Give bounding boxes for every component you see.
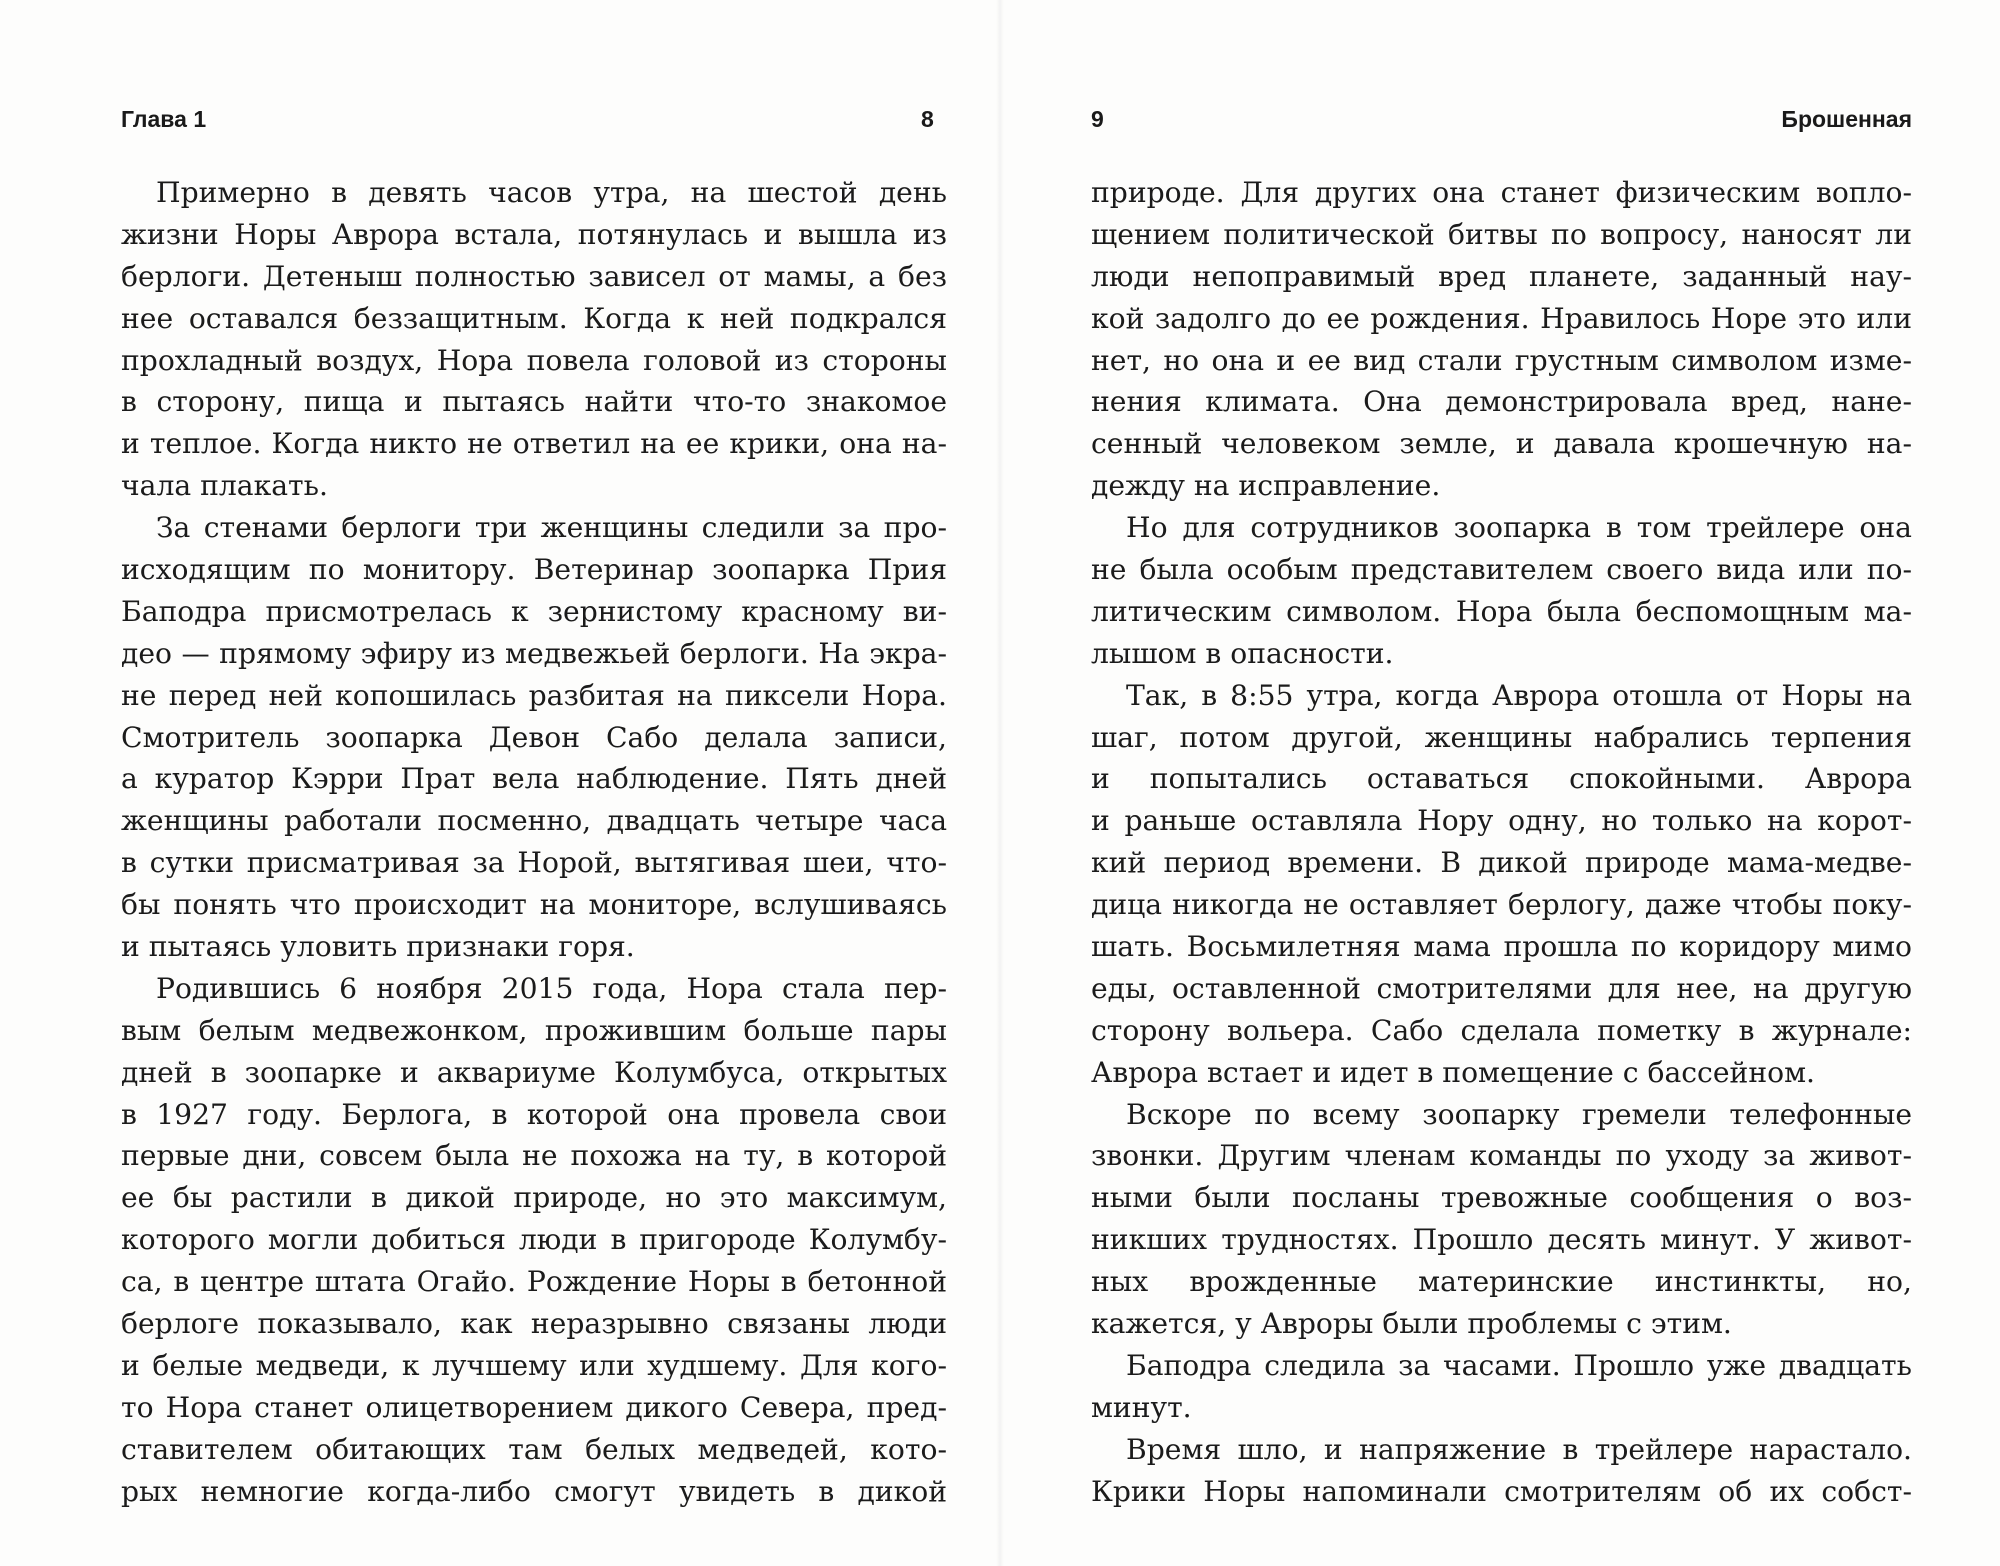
text-line: За стенами берлоги три женщины следили за про- [156, 511, 947, 545]
text-line: и попытались оставаться спокойными. Аврора [1091, 762, 1912, 796]
text-line: щением политической битвы по вопросу, наносят ли [1091, 217, 1912, 251]
text-line: и раньше оставляла Нору одну, но только на корот- [1091, 804, 1912, 838]
text-line: берлоге показывало, как неразрывно связаны люди [121, 1307, 947, 1341]
text-line: первые дни, совсем была не похожа на ту, в которой [121, 1139, 947, 1173]
text-line: вым белым медвежонком, прожившим больше пары [121, 1013, 947, 1047]
text-line: Примерно в девять часов утра, на шестой день [156, 176, 947, 209]
text-line: в сторону, пища и пытаясь найти что-то знакомое [121, 385, 947, 419]
text-line: рых немногие когда-либо смогут увидеть в дикой [121, 1474, 947, 1508]
text-line: дежду на исправление. [1091, 469, 1441, 503]
text-line: которого могли добиться люди в пригороде Колумбу- [121, 1223, 947, 1257]
text-line: минут. [1091, 1390, 1192, 1424]
text-line: то Нора станет олицетворением дикого Севера, пред- [121, 1390, 947, 1424]
text-line: не перед ней копошилась разбитая на пиксели Нора. [121, 678, 947, 712]
text-line: Но для сотрудников зоопарка в том трейлере она [1126, 511, 1912, 545]
paragraph [1091, 172, 1912, 507]
paragraph [1091, 1094, 1912, 1345]
right-page-body-text [1091, 172, 1912, 1513]
page-number-right: 9 [1091, 106, 1104, 132]
text-line: а куратор Кэрри Прат вела наблюдение. Пять дней [121, 762, 947, 796]
text-line: кажется, у Авроры были проблемы с этим. [1091, 1307, 1732, 1341]
text-line: нет, но она и ее вид стали грустным символом изме- [1091, 343, 1912, 377]
text-line: звонки. Другим членам команды по уходу за живот- [1091, 1139, 1912, 1173]
text-line: лышом в опасности. [1091, 636, 1394, 670]
text-line: чала плакать. [121, 469, 328, 503]
paragraph [121, 968, 947, 1513]
text-line: еды, оставленной смотрителями для нее, на другую [1091, 971, 1912, 1005]
text-line: и пытаясь уловить признаки горя. [121, 930, 635, 964]
text-line: Баподра следила за часами. Прошло уже двадцать [1126, 1348, 1912, 1382]
paragraph [1091, 507, 1912, 675]
text-line: Вскоре по всему зоопарку гремели телефонные [1126, 1097, 1912, 1131]
text-line: нения климата. Она демонстрировала вред, нане- [1091, 385, 1912, 419]
text-line: и белые медведи, к лучшему или худшему. Для кого- [121, 1348, 947, 1382]
text-line: дица никогда не оставляет берлогу, даже чтобы поку- [1091, 888, 1912, 922]
page-number-left: 8 [921, 106, 934, 132]
text-line: и теплое. Когда никто не ответил на ее крики, она на- [121, 427, 947, 461]
text-line: ными были посланы тревожные сообщения о воз- [1091, 1181, 1912, 1215]
text-line: бы понять что происходит на мониторе, вслушиваясь [121, 888, 947, 922]
text-line: сторону вольера. Сабо сделала пометку в журнале: [1091, 1013, 1912, 1047]
paragraph [1091, 1429, 1912, 1513]
text-line: литическим символом. Нора была беспомощным ма- [1091, 594, 1912, 628]
text-line: нее оставался беззащитным. Когда к ней подкрался [121, 301, 947, 335]
text-line: Аврора встает и идет в помещение с бассейном. [1091, 1055, 1815, 1089]
text-line: люди непоправимый вред планете, заданный нау- [1091, 259, 1912, 293]
text-line: никших трудностях. Прошло десять минут. У живот- [1091, 1223, 1912, 1257]
text-line: Смотритель зоопарка Девон Сабо делала записи, [121, 720, 947, 754]
text-line: Время шло, и напряжение в трейлере нарастало. [1126, 1432, 1912, 1466]
text-line: Крики Норы напоминали смотрителям об их собст- [1091, 1474, 1912, 1508]
text-line: не была особым представителем своего вида или по- [1091, 553, 1912, 587]
text-line: Родившись 6 ноября 2015 года, Нора стала пер- [156, 971, 947, 1005]
text-line: шаг, потом другой, женщины набрались терпения [1091, 720, 1912, 754]
text-line: Баподра присмотрелась к зернистому красному ви- [121, 594, 947, 628]
text-line: природе. Для других она станет физическим вопло- [1091, 176, 1912, 209]
text-line: жизни Норы Аврора встала, потянулась и вышла из [121, 217, 947, 251]
left-page-body-text [121, 172, 947, 1513]
paragraph [1091, 1345, 1912, 1429]
text-line: прохладный воздух, Нора повела головой из стороны [121, 343, 947, 377]
running-head-chapter: Глава 1 [121, 106, 207, 132]
text-line: дней в зоопарке и аквариуме Колумбуса, открытых [121, 1055, 947, 1089]
text-line: ных врожденные материнские инстинкты, но, [1091, 1265, 1912, 1299]
right-page [1000, 0, 2000, 1566]
text-line: Так, в 8:55 утра, когда Аврора отошла от Норы на [1126, 678, 1912, 712]
text-line: кий период времени. В дикой природе мама-медве- [1091, 846, 1912, 880]
text-line: шать. Восьмилетняя мама прошла по коридору мимо [1091, 930, 1912, 964]
text-line: в сутки присматривая за Норой, вытягивая шеи, что- [121, 846, 947, 880]
text-line: део — прямому эфиру из медвежьей берлоги. На экра- [121, 636, 947, 670]
paragraph [121, 172, 947, 507]
paragraph [1091, 675, 1912, 1094]
text-line: са, в центре штата Огайо. Рождение Норы в бетонной [121, 1265, 947, 1299]
text-line: исходящим по монитору. Ветеринар зоопарка Прия [121, 553, 947, 587]
text-line: ставителем обитающих там белых медведей, кото- [121, 1432, 947, 1466]
text-line: в 1927 году. Берлога, в которой она провела свои [121, 1097, 947, 1131]
running-head-title: Брошенная [1781, 106, 1912, 132]
text-line: женщины работали посменно, двадцать четыре часа [121, 804, 947, 838]
text-line: кой задолго до ее рождения. Нравилось Норе это или [1091, 301, 1912, 335]
paragraph [121, 507, 947, 968]
text-line: ее бы растили в дикой природе, но это максимум, [121, 1181, 947, 1215]
text-line: сенный человеком земле, и давала крошечную на- [1091, 427, 1912, 461]
text-line: берлоги. Детеныш полностью зависел от мамы, а без [121, 259, 947, 293]
